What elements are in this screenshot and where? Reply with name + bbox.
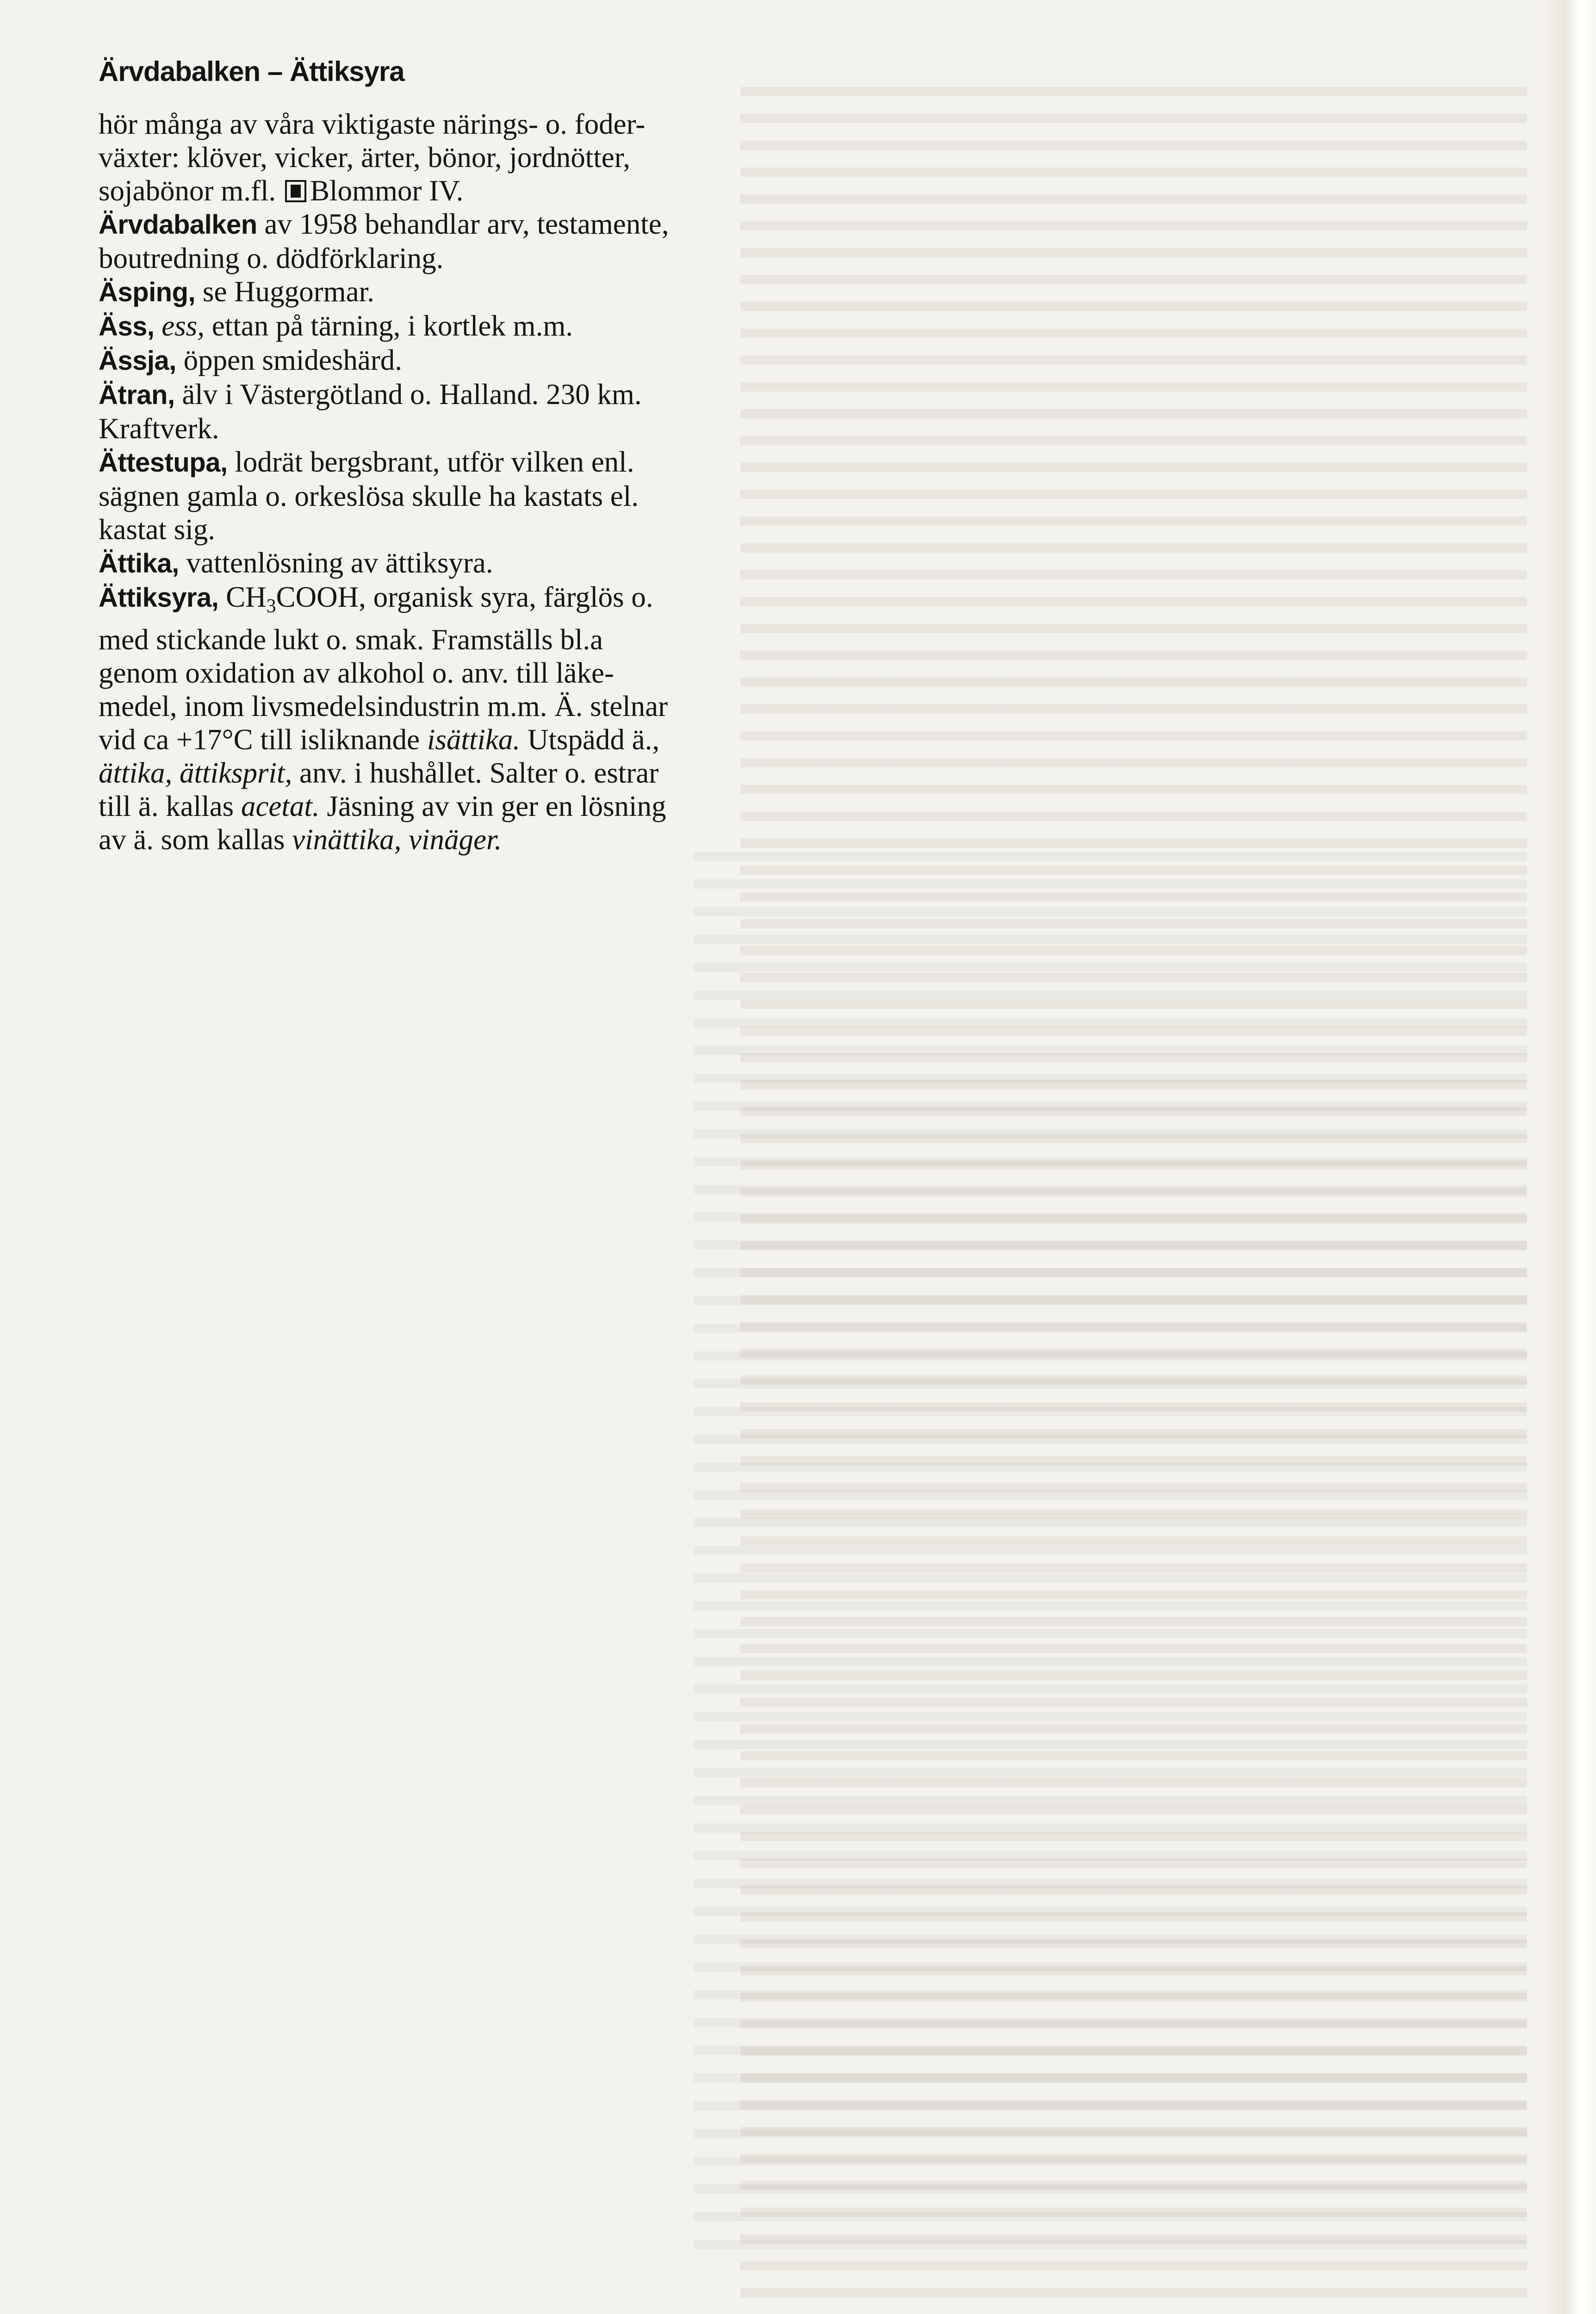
definition: ettan på tärning, i kortlek m.m. [211, 310, 573, 342]
text: vid ca +17°C till isliknande [99, 723, 420, 756]
headword: Ätran, [99, 380, 175, 410]
definition: vattenlösning av ättiksyra. [186, 547, 493, 579]
entry-attiksyra-line-4: medel, inom livsmedelsindustrin m.m. Ä. stelnar [99, 690, 668, 722]
entry-atran-line-2: Kraftverk. [99, 412, 219, 445]
cross-reference-text: Blommor IV. [310, 174, 464, 207]
entry-attiksyra-line-3: genom oxidation av alkohol o. anv. till läke- [99, 657, 614, 689]
entry-attiksyra-line-2: med stickande lukt o. smak. Framställs bl.a [99, 623, 603, 656]
text: till ä. kallas [99, 790, 234, 822]
entry-attika [99, 546, 793, 580]
entry-arvdabalken-line-2: boutredning o. dödförklaring. [99, 242, 444, 274]
entry-attestupa-line-3: kastat sig. [99, 513, 215, 546]
entry-continuation-line-1: hör många av våra viktigaste närings- o. foder- [99, 108, 646, 140]
entry-attestupa [99, 445, 793, 479]
italic-term: vinättika, vinäger. [292, 823, 502, 856]
running-head: Ärvdabalken – Ättiksyra [99, 56, 404, 87]
italic-term: isättika. [427, 723, 521, 756]
italic-term: acetat. [241, 790, 320, 822]
entry-atran [99, 378, 793, 412]
entry-attiksyra [99, 580, 793, 623]
chemical-formula [226, 581, 653, 617]
entry-arvdabalken [99, 207, 793, 242]
cross-reference-box-icon [285, 180, 306, 202]
text: Jäsning av vin ger en lösning [327, 790, 666, 822]
definition: av 1958 behandlar arv, testamente, [264, 208, 669, 240]
entry-attiksyra-line-7 [99, 790, 793, 823]
variant-spelling: ess, [161, 310, 205, 342]
headword: Ässja, [99, 346, 176, 376]
definition: lodrät bergsbrant, utför vilken enl. [235, 446, 634, 478]
headword: Ärvdabalken [99, 210, 257, 240]
continuation-text: sojabönor m.fl. [99, 174, 276, 207]
headword: Ättika, [99, 548, 179, 578]
definition: öppen smideshärd. [183, 344, 403, 376]
entry-continuation-line-2: växter: klöver, vicker, ärter, bönor, jordnötter, [99, 141, 630, 174]
bleed-through-texture-lower [694, 833, 1527, 2268]
formula-part: CH [226, 581, 267, 613]
headword: Ättestupa, [99, 448, 228, 478]
entry-attiksyra-line-6 [99, 756, 793, 790]
entry-continuation-line-3 [99, 174, 793, 207]
definition: se Huggormar. [202, 275, 374, 308]
entry-attiksyra-line-5 [99, 723, 793, 756]
text: anv. i hushållet. Salter o. estrar [299, 757, 659, 789]
definition: älv i Västergötland o. Halland. 230 km. [182, 378, 642, 411]
entry-attestupa-line-2: sägnen gamla o. orkeslösa skulle ha kastats el. [99, 480, 639, 512]
entry-attiksyra-line-8 [99, 823, 793, 856]
page-edge [1545, 0, 1596, 2314]
formula-subscript: 3 [266, 596, 276, 617]
bleed-through-texture [740, 69, 1527, 2314]
entry-ass [99, 309, 793, 343]
headword: Äss, [99, 311, 155, 342]
text: Utspädd ä., [527, 723, 660, 756]
italic-term: ättika, ättiksprit, [99, 757, 292, 789]
dictionary-column [99, 107, 793, 856]
text: av ä. som kallas [99, 823, 285, 856]
headword: Äsping, [99, 277, 196, 307]
formula-rest: COOH, organisk syra, färglös o. [276, 581, 653, 613]
headword: Ättiksyra, [99, 583, 219, 613]
entry-asping [99, 275, 793, 309]
entry-assja [99, 343, 793, 378]
